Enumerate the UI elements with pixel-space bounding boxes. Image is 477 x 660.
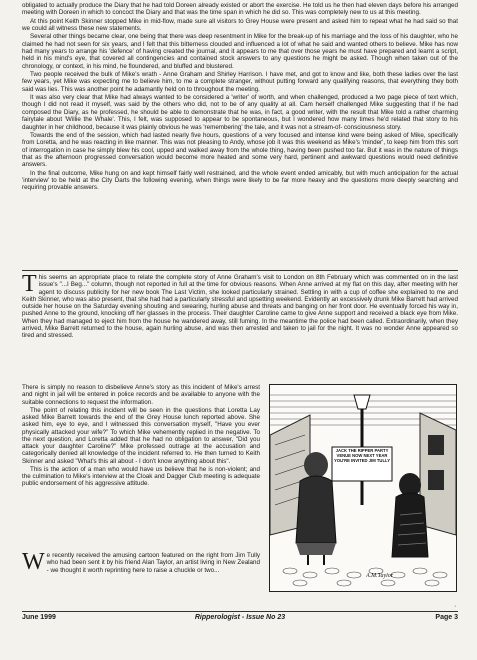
article-paragraph: In the final outcome, Mike hung on and kept himself fairly well restrained, and the whole event ended amicably, but with much anticipation for the actual 'interview' to be held at the City Darts the following evening, when things were likely to be far more heavy and the questions more deeply searching and requiring provable answers. <box>22 169 458 192</box>
article-paragraph: Two people received the bulk of Mike's wrath - Anne Graham and Shirley Harrison. I have met, and got to know and like, both these ladies over the last few years, yet Mike was expecting me to believe him, to me a complete stranger, without putting forward any qualifying reasons, that everything they both said was lies. This was another point he adamantly held on to throughout the meeting. <box>22 71 458 93</box>
cartoon-signature: A.M.Taylor <box>366 573 394 579</box>
story-paragraph: The point of relating this incident will be seen in the questions that Loretta Lay asked Mike Barrett towards the end of the Grey House lunch reported above. She asked him, eye to eye, and I witnessed this conversation myself, "Have you ever physically attacked your wife?" To which Mike vehemently replied in the negative. To the next question, and Loretta added that he had no obligation to answer, "Did you attack your daughter Caroline?" Mike professed outrage at the accusation and categorically denied all knowledge of the incident referred to. He then turned to Keith Skinner and asked "What's this all about - I don't know anything about this". <box>22 406 260 465</box>
issue-date: June 1999 <box>22 614 56 621</box>
drop-cap: T <box>22 274 37 297</box>
footer-divider <box>22 611 458 612</box>
page-number: Page 3 <box>435 614 458 621</box>
cartoon-illustration <box>270 385 456 591</box>
page-footer <box>22 614 458 626</box>
article-paragraph: It was also very clear that Mike had always wanted to be considered a 'writer' of worth, and when challenged, produced a two page piece of text which, though I did not read it myself, was said by the others who did, not to be of any quality at all. Cam herself challenged Mike suggesting that if he had composed the Diary, as he professed, he should be able to demonstrate that he was, in fact, a good writer, with the result that Mike told a rather charming fairytale about 'Willie the Whale'. This, I felt, was supposed to appear to be spontaneous, but I wondered how many times he'd related that story to his daughter in her childhood, because it was plainly obvious he was 'remembering' the tale, and it was not a stream-of- consciousness story. <box>22 94 458 131</box>
cartoon-note <box>22 552 260 598</box>
article-continuation <box>22 2 458 267</box>
story-lead-text: his seems an appropriate place to relate the complete story of Anne Graham's visit to London on 8th February which was commented on in the last issue's "...I Beg..." column, though not reported in full at the time for obvious reasons. When Anne arrived at my flat on this day, after meeting with her agent to discuss publicity for her new book The Last Victim, she looked particularly strained. Settling in with a cup of coffee she explained to me and Keith Skinner, who was also present, that she had had a particularly stressful and upsetting weekend. Evidently an excessively drunk Mike Barrett had arrived outside her house on the Saturday evening shouting and swearing, hurling abuse and threats and banging on her front door. He eventually forced his way in, pushed Anne to the ground, knocking off her glasses in the process. Their daughter Caroline came to give Anne support and received a black eye from Mike. When they had managed to eject him from the house he wandered away, still fuming. In the meantime the police had been called. Extraordinarily, when they arrived, Mike Barrett returned to the house, again hurling abuse, and was then arrested and taken to jail for the night. It was no wonder Anne appeared so tired and stressed. <box>22 274 458 339</box>
section-divider <box>22 270 458 271</box>
story-paragraph: There is simply no reason to disbelieve Anne's story as this incident of Mike's arrest and night in jail will be entered in police records and be available to anyone with the suitable connections to request the information. <box>22 384 260 406</box>
anne-graham-story <box>22 274 458 382</box>
article-paragraph: Towards the end of the session, which had lasted nearly five hours, questions of a very focused and intense kind were being asked of Mike, specifically from Loretta, and he was reacting in like manner. This was not pleasing to Andy, whose job it was this weekend as Mike's 'minder', to keep him from this sort of interrogation in case he simply blew his cool, upped and walked away from the whole thing, having been pushed too far. But it was in the nature of things that as the afternoon progressed conversation would become more heated and some very hard, pertinent and awkward questions would need definitive answers. <box>22 131 458 169</box>
article-paragraph: obligated to actually produce the Diary that he had told Doreen already existed or abort the exercise. He told us he then had eleven days before his arranged meeting with Doreen in which to concoct the Diary and that was the time span in which he did so. This was completely new to us at this meeting. <box>22 2 458 17</box>
story-continuation <box>22 384 260 550</box>
cartoon <box>269 384 457 592</box>
page-mark: · <box>454 603 457 610</box>
story-paragraph: This is the action of a man who would have us believe that he is non-violent; and the culmination to Mike's interview at the Cloak and Dagger Club meeting is adequate public endorsement of his aggressive attitude. <box>22 465 260 488</box>
cartoon-sign-text: JACK THE RIPPER PARTY VENUE NOW NEXT YEAR YOU'RE INVITED JIM TULLY <box>334 448 390 463</box>
article-paragraph: Several other things became clear, one being that there was deep resentment in Mike for the break-up of his marriage and the loss of his daughter, who he claimed he had not seen for six years, and I felt that this bitterness clouded and influenced a lot of what he said and wanted others to believe. Mike has now had many years to arrange his 'defence' of having created the journal, and it appears to me that over those years he must have prepared and learnt a script, held in his mind's eye, that covered all contingencies and contained stock answers to any questions he might be asked. Though when taken out of the chronology, or context, in his mind, he floundered, and bluffed and blustered. <box>22 33 458 70</box>
article-paragraph: At this point Keith Skinner stopped Mike in mid-flow, made sure all visitors to Grey House were present and asked him to repeat what he had said so that we could all witness these new statements. <box>22 17 458 33</box>
publication-title: Ripperologist - Issue No 23 <box>194 614 286 621</box>
cartoon-note-text: e recently received the amusing cartoon featured on the right from Jim Tully who had been sent it by his friend Alan Taylor, an artist living in New Zealand - we thought it worth reprinting here to raise a chuckle or two... <box>46 552 260 574</box>
drop-cap: W <box>22 552 45 575</box>
